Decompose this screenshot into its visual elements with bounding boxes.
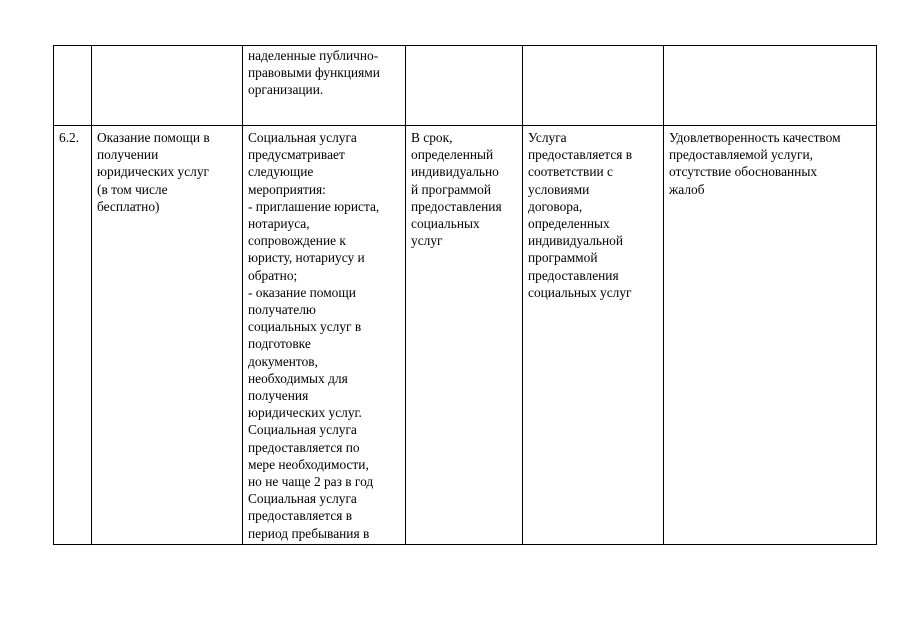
cell-service-name [92,46,243,126]
cell-term: В срок, определенный индивидуально й программой предоставления социальных услуг [406,126,523,545]
cell-number [54,46,92,126]
table-row [54,126,877,545]
cell-service-name: Оказание помощи в получении юридических услуг (в том числе бесплатно) [92,126,243,545]
cell-term [406,46,523,126]
cell-description: Социальная услуга предусматривает следующие мероприятия: - приглашение юриста, нотариуса, сопровождение к юристу, нотариусу и обратно; - оказание помощи получателю социальных услуг в подготовке документов, необходимых для получения юридических услуг. Социальная услуга предоставляется по мере необходимости, но не чаще 2 раз в год Социальная услуга предоставляется в период пребывания в [243,126,406,545]
cell-quality-indicators [664,46,877,126]
cell-description: наделенные публично- правовыми функциями организации. [243,46,406,126]
cell-conditions [523,46,664,126]
cell-conditions: Услуга предоставляется в соответствии с условиями договора, определенных индивидуальной программой предоставления социальных услуг [523,126,664,545]
services-table [53,45,877,545]
cell-number: 6.2. [54,126,92,545]
cell-quality-indicators: Удовлетворенность качеством предоставляемой услуги, отсутствие обоснованных жалоб [664,126,877,545]
table-row [54,46,877,126]
